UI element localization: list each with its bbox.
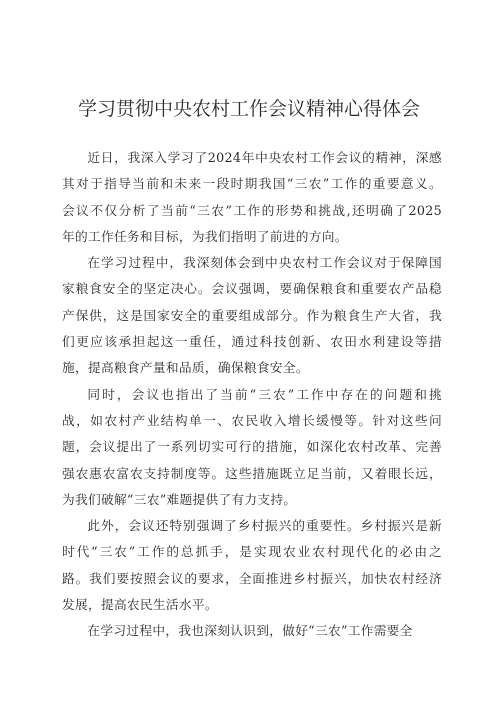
text-line: 强农惠农富农支持制度等。这些措施既立足当前，又着眼长远， bbox=[62, 465, 442, 481]
text-line: 在学习过程中，我也深刻认识到，做好“三农”工作需要全 bbox=[87, 623, 413, 639]
text-line: 路。我们要按照会议的要求，全面推进乡村振兴，加快农村经济 bbox=[62, 570, 442, 586]
text-line: 为我们破解“三农”难题提供了有力支持。 bbox=[62, 491, 297, 507]
document-body bbox=[62, 145, 442, 645]
text-line: 在学习过程中，我深刻体会到中央农村工作会议对于保障国 bbox=[87, 255, 442, 271]
text-line: 此外，会议还特别强调了乡村振兴的重要性。乡村振兴是新 bbox=[87, 518, 442, 534]
text-line: 们更应该承担起这一重任，通过科技创新、农田水利建设等措 bbox=[62, 334, 442, 350]
text-line: 发展，提高农民生活水平。 bbox=[62, 597, 218, 613]
text-line: 会议不仅分析了当前“三农”工作的形势和挑战,还明确了2025 bbox=[62, 202, 442, 218]
paragraph-1 bbox=[62, 145, 442, 250]
text-line: 同时，会议也指出了当前“三农”工作中存在的问题和挑 bbox=[87, 386, 442, 402]
text-line: 家粮食安全的坚定决心。会议强调，要确保粮食和重要农产品稳 bbox=[62, 281, 442, 297]
text-line: 时代“三农”工作的总抓手，是实现农业农村现代化的必由之 bbox=[62, 544, 442, 560]
paragraph-3 bbox=[62, 382, 442, 513]
text-line: 近日，我深入学习了2024年中央农村工作会议的精神，深感 bbox=[87, 150, 442, 165]
text-line: 施，提高粮食产量和品质，确保粮食安全。 bbox=[62, 360, 309, 376]
paragraph-5 bbox=[62, 618, 442, 644]
document-title: 学习贯彻中央农村工作会议精神心得体会 bbox=[78, 98, 421, 120]
paragraph-4 bbox=[62, 513, 442, 618]
text-line: 年的工作任务和目标，为我们指明了前进的方向。 bbox=[62, 228, 348, 244]
text-line: 产保供，这是国家安全的重要组成部分。作为粮食生产大省，我 bbox=[62, 307, 442, 323]
text-line: 战，如农村产业结构单一、农民收入增长缓慢等。针对这些问 bbox=[62, 412, 442, 428]
paragraph-2 bbox=[62, 250, 442, 381]
text-line: 题，会议提出了一系列切实可行的措施，如深化农村改革、完善 bbox=[62, 439, 442, 455]
text-line: 其对于指导当前和未来一段时期我国“三农”工作的重要意义。 bbox=[62, 176, 442, 192]
